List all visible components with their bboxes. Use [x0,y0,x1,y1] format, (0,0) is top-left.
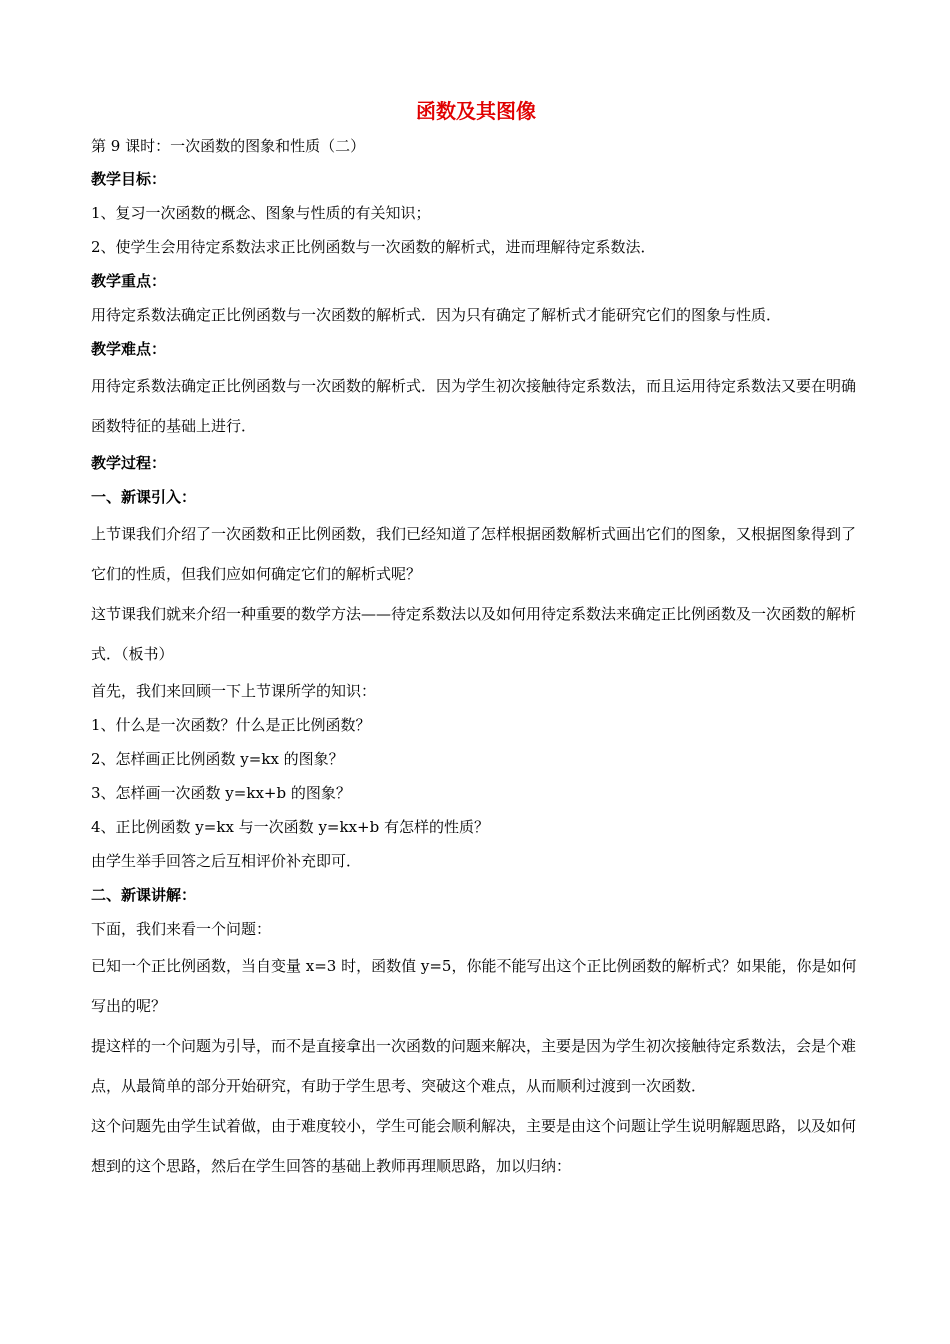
difficulties-text: 用待定系数法确定正比例函数与一次函数的解析式．因为学生初次接触待定系数法，而且运用待定系数法又要在明确函数特征的基础上进行． [91,377,857,435]
review-note: 由学生举手回答之后互相评价补充即可． [91,852,362,870]
rationale-text: 提这样的一个问题为引导，而不是直接拿出一次函数的问题来解决，主要是因为学生初次接触待定系数法，会是个难点，从最简单的部分开始研究，有助于学生思考、突破这个难点，从而顺利过渡到一次函数． [91,1037,857,1095]
procedure-text: 这个问题先由学生试着做，由于难度较小，学生可能会顺利解决，主要是由这个问题让学生说明解题思路，以及如何想到的这个思路，然后在学生回答的基础上教师再理顺思路，加以归纳： [91,1117,857,1175]
heading-difficulties: 教学难点： [91,340,167,358]
review-question-3: 3、怎样画一次函数 y=kx+b 的图象？ [91,784,351,802]
objective-2: 2、使学生会用待定系数法求正比例函数与一次函数的解析式，进而理解待定系数法． [91,238,656,256]
lesson-subtitle: 第 9 课时：一次函数的图象和性质（二） [91,137,366,155]
review-question-2: 2、怎样画正比例函数 y=kx 的图象？ [91,750,344,768]
heading-objectives: 教学目标： [91,170,167,188]
heading-process: 教学过程： [91,454,167,472]
review-question-4: 4、正比例函数 y=kx 与一次函数 y=kx+b 有怎样的性质？ [91,818,489,836]
heading-new-lesson: 二、新课讲解： [91,886,197,904]
objective-1: 1、复习一次函数的概念、图象与性质的有关知识； [91,204,431,222]
intro-para-2: 这节课我们就来介绍一种重要的数学方法——待定系数法以及如何用待定系数法来确定正比例函数及一次函数的解析式．（板书） [91,605,857,663]
problem-intro: 下面，我们来看一个问题： [91,920,272,938]
key-points-text: 用待定系数法确定正比例函数与一次函数的解析式．因为只有确定了解析式才能研究它们的图象与性质． [91,306,782,324]
problem-text: 已知一个正比例函数，当自变量 x=3 时，函数值 y=5，你能不能写出这个正比例函数的解析式？如果能，你是如何写出的呢？ [91,957,857,1015]
review-intro: 首先，我们来回顾一下上节课所学的知识： [91,682,377,700]
review-question-1: 1、什么是一次函数？什么是正比例函数？ [91,716,371,734]
document-title: 函数及其图像 [416,99,536,123]
intro-para-1: 上节课我们介绍了一次函数和正比例函数，我们已经知道了怎样根据函数解析式画出它们的图象，又根据图象得到了它们的性质，但我们应如何确定它们的解析式呢？ [91,525,857,583]
document-page [91,96,861,1186]
heading-intro: 一、新课引入： [91,488,197,506]
heading-key-points: 教学重点： [91,272,167,290]
